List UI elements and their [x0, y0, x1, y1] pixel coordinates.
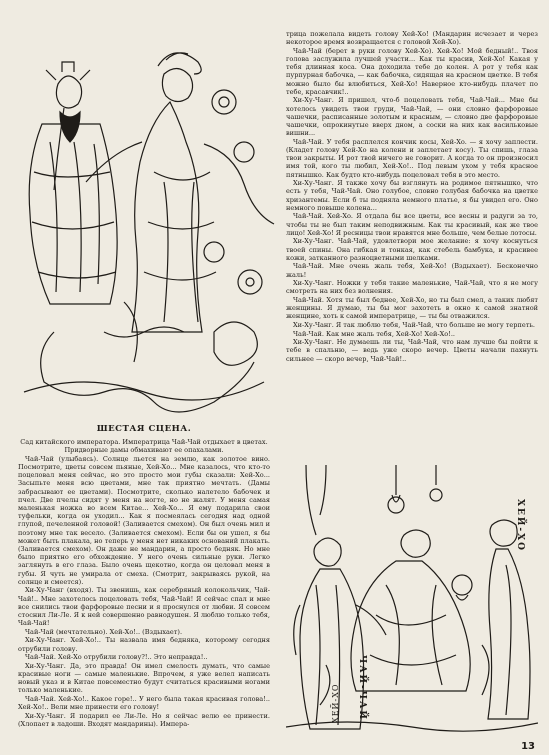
dialogue-paragraph: Чай-Чай. Хотя ты был беднее, Хей-Хо, но ты был смел, а таких любят женщины. Я думаю, ты бы мог захотеть в окно к самой знатной женщине, хоть к самой императрице, — ты бы отважился. — [286, 296, 538, 321]
label-chai-chai-vertical: ЧАЙ-ЧАЙ — [357, 655, 367, 721]
dialogue-paragraph: трица пожелала видеть голову Хей-Хо! (Мандарин исчезает и через некоторое время возвращается с головой Хей-Хо). — [286, 30, 538, 47]
label-hey-ho-small: ХЕЙ-ХО — [331, 683, 340, 723]
dialogue-paragraph: Чай-Чай (улыбаясь). Солнце льется на землю, как золотое вино. Посмотрите, цветы совсем пьяные, Хей-Хо... Мне казалось, что кто-то поцеловал меня сейчас, но это просто мои губы сказали: Хей-Хо... Засыпьте меня всю цветами, мне так приятно мечтать. (Дамы забрасывают ее цветами). Посмотрите, сколько налетело бабочек и пчел. Две пчелы сидят у меня на ногте, но не жалят. У меня самая маленькая ножка во всем Китае... Хей-Хо... Я ему подарила свои туфельки, когда он уходил... Как я посмеялась сегодня над одной глупой, печеленной головой! (Заливается смехом). Он был очень мил и поэтому мне так весело. (Заливается смехом). Если бы он ушел, я бы может быть плакала, но теперь у меня нет никаких оснований плакать. (Заливается смехом). Он даже не мандарин, а просто бедняк. Но мне было приятно его обхождение. У него очень сильные руки. Легко заглянуть в его глаза. Было очень щекотно, когда он целовал меня в губы. Я чуть не умирала от смеха. (Смотрит, закрываясь рукой, на солнце и смеется). — [18, 454, 270, 586]
dialogue-paragraph: Хи-Ху-Чанг. Ножки у тебя такие маленькие, Чай-Чай, что я не могу смотреть на них без волнения. — [286, 279, 538, 296]
left-text-column — [18, 438, 270, 738]
dialogue-paragraph: Хи-Ху-Чанг (входя). Ты звенишь, как серебряный колокольчик, Чай-Чай!.. Мне захотелось поцеловать тебя, Чай-Чай! Я сейчас спал и мне все снились твои фарфоровые песни и я проснулся от любви. Я совсем стоснил Ли-Ле. Я к ней совершенно равнодушен. Я люблю только тебя, Чай-Чай! — [18, 586, 270, 628]
page-number: 13 — [521, 741, 535, 752]
stage-direction: Сад китайского императора. Императрица Чай-Чай отдыхает в цветах. Придворные дамы обмахивают ее опахалами. — [20, 438, 268, 455]
dialogue-paragraph: Чай-Чай. Хей-Хо. Я отдала бы все цветы, все весны и радуги за то, чтобы ты не был таким неподвижным. Как ты красивый, как же твое лицо! Хей-Хо! Я ресницы твои нравятся мне больше, чем белые лотосы. — [286, 212, 538, 237]
dialogue-paragraph: Чай-Чай (мечтательно). Хей-Хо!.. (Вздыхает). — [25, 627, 183, 636]
dialogue-paragraph: Хи-Ху-Чанг. Не думаешь ли ты, Чай-Чай, что нам лучше бы пойти к тебе в спальню, — ведь уже скоро вечер. Цветы начали пахнуть сильнее — скоро вечер, Чай-Чай!.. — [286, 338, 538, 363]
right-text-column — [286, 30, 538, 458]
dialogue-paragraph: Хи-Ху-Чанг. Я подарил ее Ли-Ле. Но я сейчас велю ее принести. (Хлопает в ладоши. Входят мандарины). Импера- — [18, 711, 270, 729]
dialogue-paragraph: Хи-Ху-Чанг. Хей-Хо!.. Ты назвала имя бедняка, которому сегодня отрубили голову. — [18, 636, 270, 653]
scene-title: ШЕСТАЯ СЦЕНА. — [96, 424, 192, 434]
dialogue-paragraph: Чай-Чай. У тебя расплелся кончик косы, Хей-Хо. — я хочу заплести. (Кладет голову Хей-Хо на колени и заплетает косу). Ты спишь, глаза твои закрыты. И рот твой ничего не говорит. А когда то он произносил имя той, кого ты любил, Хей-Хо!.. Под левым ухом у тебя красное пятнышко. Как будто кто-нибудь поцеловал тебя в это место. — [286, 137, 538, 179]
hey-ho-chai-chai-illustration — [286, 465, 538, 740]
label-hey-ho: ХЕЙ-ХО — [515, 499, 525, 552]
dialogue-paragraph: Чай-Чай. Хей-Хо!.. Какое горе!.. У него была такая красивая голова!.. Хей-Хо!.. Вели мне принести его голову! — [18, 695, 270, 712]
emperor-empress-illustration — [14, 32, 276, 418]
dialogue-paragraph: Чай-Чай. Как мне жаль тебя, Хей-Хо! Хей-Хо!.. — [293, 329, 455, 338]
dialogue-paragraph: Хи-Ху-Чанг. Я так люблю тебя, Чай-Чай, что больше не могу терпеть. — [293, 321, 535, 330]
dialogue-paragraph: Хи-Ху-Чанг. Я пришел, что-б поцеловать тебя, Чай-Чай... Мне бы хотелось увидеть твои груди, Чай-Чай, — они словно фарфоровые чашечки, расписанные золотым и красным, — словно две фарфоровые чашечки, опрокинутые вверх дном, а соски на них как васильковые вишни... — [286, 96, 538, 138]
dialogue-paragraph: Хи-Ху-Чанг. Чай-Чай, удовлетвори мое желание: я хочу коснуться твоей спины. Она гибкая и тонкая, как стебель бамбука, и красивее кожи, затканного разноцветными шелками. — [286, 237, 538, 262]
dialogue-paragraph: Чай-Чай. Хей-Хо отрубили голову?!.. Это неправда!.. — [25, 653, 208, 662]
dialogue-paragraph: Хи-Ху-Чанг. Я также хочу бы взглянуть на родимое пятнышко, что есть у тебя, Чай-Чай. Оно голубое, словно голубая бабочка на цветке хризантемы. Если б ты подняла немного платье, я бы увидел его. Оно немного повыше колена... — [286, 179, 538, 212]
dialogue-paragraph: Чай-Чай (берет в руки голову Хей-Хо). Хей-Хо! Мой бедный!.. Твоя голова заслужила лучшей участи... Как ты красив, Хей-Хо! Какая у тебя длинная коса. Она доходила тебе до колен. А рот у тебя как пурпурная бабочка, — как бабочка, сидящая на красном цветке. В тебя можно было бы влюбиться, Хей-Хо! Наверное кто-нибудь плачет по тебе, красавчик!.. — [286, 46, 538, 96]
dialogue-paragraph: Хи-Ху-Чанг. Да, это правда! Он имел смелость думать, что самые красивые ноги — самые маленькие. Впрочем, я уже велел написать новый указ и в Китае повсеместно будут считаться красивыми ногами только маленькие. — [18, 661, 270, 695]
dialogue-paragraph: Чай-Чай. Мне очень жаль тебя, Хей-Хо! (Вздыхает). Бесконечно жаль! — [286, 262, 538, 279]
